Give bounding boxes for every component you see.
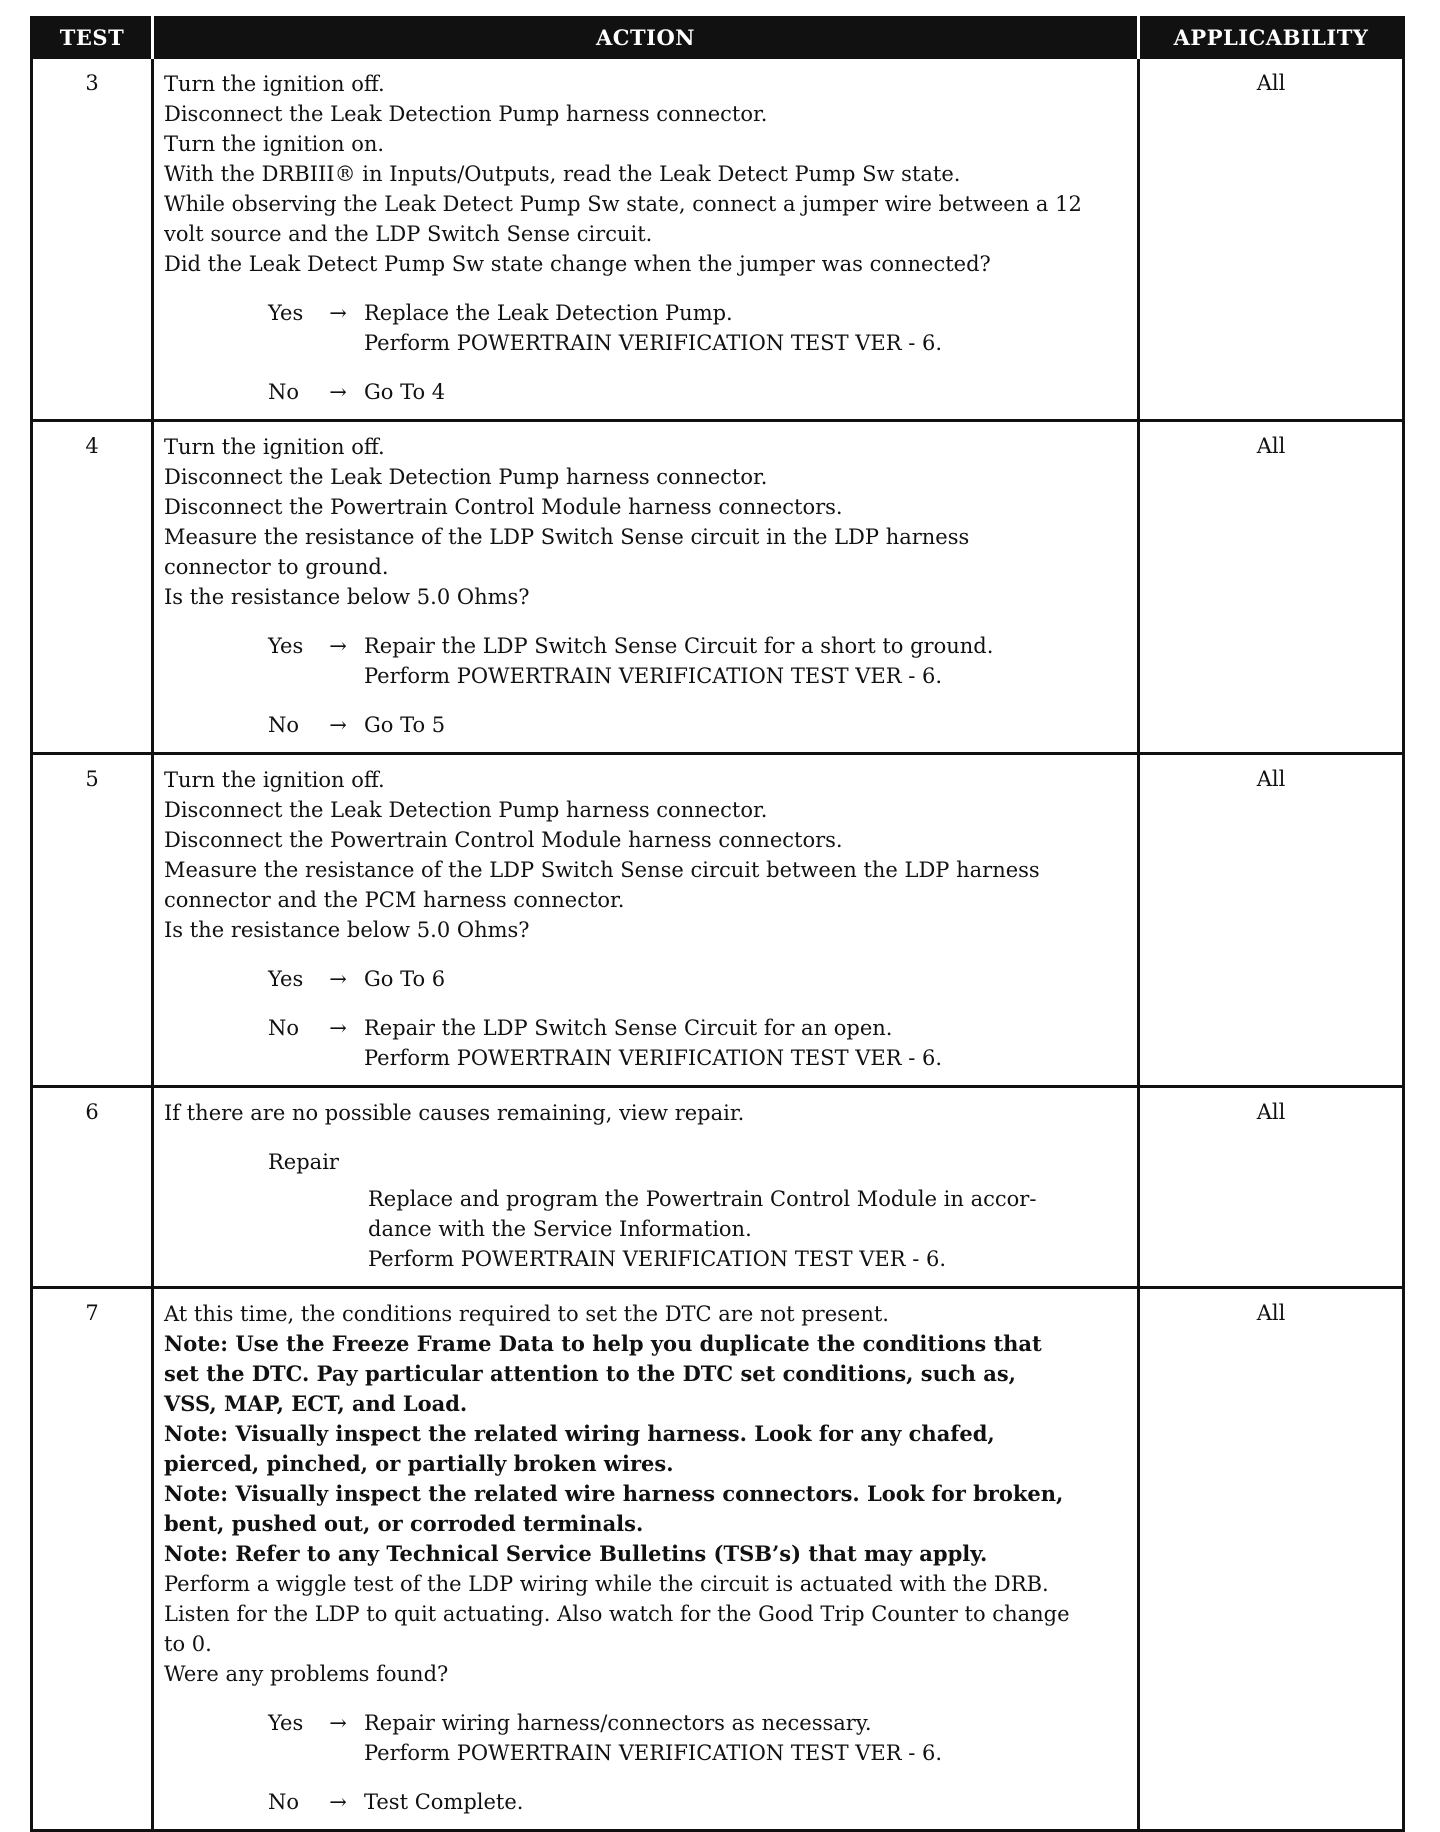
test-number: 4 <box>32 421 153 754</box>
note-line: Note: Refer to any Technical Service Bulletins (TSB’s) that may apply. <box>164 1541 988 1566</box>
note-line: Note: Visually inspect the related wire harness connectors. Look for broken, <box>164 1481 1064 1506</box>
action-cell <box>153 754 1139 1087</box>
instruction-line: Disconnect the Leak Detection Pump harness connector. <box>164 465 768 489</box>
response-line: Go To 6 <box>364 967 446 991</box>
repair-line: dance with the Service Information. <box>368 1217 752 1241</box>
test-number: 5 <box>32 754 153 1087</box>
response-line: Test Complete. <box>364 1790 524 1814</box>
response-line: Go To 4 <box>364 380 446 404</box>
header-action: ACTION <box>153 18 1139 58</box>
response-yes <box>268 631 1127 691</box>
instruction-line: Disconnect the Powertrain Control Module harness connectors. <box>164 828 843 852</box>
instruction-line: Did the Leak Detect Pump Sw state change when the jumper was connected? <box>164 252 991 276</box>
repair-body <box>368 1184 1127 1274</box>
arrow-icon: → <box>329 1790 347 1814</box>
response-no <box>268 710 1127 740</box>
response-label: Yes <box>268 634 304 658</box>
repair-line: Replace and program the Powertrain Control Module in accor- <box>368 1187 1037 1211</box>
response-line: Perform POWERTRAIN VERIFICATION TEST VER - 6. <box>364 331 943 355</box>
instruction-line: volt source and the LDP Switch Sense circuit. <box>164 222 653 246</box>
response-line: Perform POWERTRAIN VERIFICATION TEST VER - 6. <box>364 1046 943 1070</box>
test-number: 7 <box>32 1288 153 1831</box>
response-text <box>364 1787 1127 1817</box>
action-cell <box>153 1288 1139 1831</box>
instruction-line: Turn the ignition on. <box>164 132 385 156</box>
response-no <box>268 1013 1127 1073</box>
response-no <box>268 1787 1127 1817</box>
instruction-line: Is the resistance below 5.0 Ohms? <box>164 585 530 609</box>
response-text <box>364 964 1127 994</box>
arrow-icon: → <box>329 713 347 737</box>
instruction-line: to 0. <box>164 1632 212 1656</box>
table-body <box>32 58 1404 1831</box>
response-line: Perform POWERTRAIN VERIFICATION TEST VER - 6. <box>364 664 943 688</box>
instruction-line: connector and the PCM harness connector. <box>164 888 625 912</box>
table-header <box>32 18 1404 58</box>
instruction-line: Listen for the LDP to quit actuating. Also watch for the Good Trip Counter to change <box>164 1602 1070 1626</box>
response-label: Yes <box>268 1711 304 1735</box>
applicability-value: All <box>1139 58 1404 421</box>
note-line: Note: Use the Freeze Frame Data to help you duplicate the conditions that <box>164 1331 1042 1356</box>
response-yes <box>268 964 1127 994</box>
note-line: VSS, MAP, ECT, and Load. <box>164 1391 468 1416</box>
applicability-value: All <box>1139 1087 1404 1288</box>
response-line: Replace the Leak Detection Pump. <box>364 301 733 325</box>
arrow-icon: → <box>329 1711 347 1735</box>
instruction-line: With the DRBIII® in Inputs/Outputs, read the Leak Detect Pump Sw state. <box>164 162 961 186</box>
response-line: Go To 5 <box>364 713 446 737</box>
table-row <box>32 1288 1404 1831</box>
response-yes <box>268 1708 1127 1768</box>
response-label: No <box>268 1016 300 1040</box>
applicability-value: All <box>1139 1288 1404 1831</box>
response-yes <box>268 298 1127 358</box>
arrow-icon: → <box>329 301 347 325</box>
arrow-icon: → <box>329 634 347 658</box>
instruction-line: Measure the resistance of the LDP Switch Sense circuit between the LDP harness <box>164 858 1040 882</box>
instruction-line: Is the resistance below 5.0 Ohms? <box>164 918 530 942</box>
note-line: bent, pushed out, or corroded terminals. <box>164 1511 644 1536</box>
response-label: Yes <box>268 967 304 991</box>
note-line: pierced, pinched, or partially broken wires. <box>164 1451 674 1476</box>
note-line: set the DTC. Pay particular attention to the DTC set conditions, such as, <box>164 1361 1016 1386</box>
instruction-line: At this time, the conditions required to set the DTC are not present. <box>164 1302 889 1326</box>
response-no <box>268 377 1127 407</box>
instruction-line: Turn the ignition off. <box>164 72 385 96</box>
repair-section <box>268 1147 1127 1274</box>
response-label: Yes <box>268 301 304 325</box>
response-line: Repair wiring harness/connectors as necessary. <box>364 1711 872 1735</box>
instruction-line: Were any problems found? <box>164 1662 449 1686</box>
response-line: Repair the LDP Switch Sense Circuit for a short to ground. <box>364 634 994 658</box>
instruction-line: If there are no possible causes remaining, view repair. <box>164 1101 745 1125</box>
response-label: No <box>268 1790 300 1814</box>
header-test: TEST <box>32 18 153 58</box>
response-line: Repair the LDP Switch Sense Circuit for an open. <box>364 1016 893 1040</box>
response-text <box>364 377 1127 407</box>
response-text <box>364 1013 1127 1073</box>
instruction-line: connector to ground. <box>164 555 389 579</box>
action-cell <box>153 58 1139 421</box>
response-text <box>364 298 1127 358</box>
instruction-line: Disconnect the Leak Detection Pump harness connector. <box>164 102 768 126</box>
header-applicability: APPLICABILITY <box>1139 18 1404 58</box>
response-line: Perform POWERTRAIN VERIFICATION TEST VER - 6. <box>364 1741 943 1765</box>
instruction-line: While observing the Leak Detect Pump Sw state, connect a jumper wire between a 12 <box>164 192 1082 216</box>
table-row <box>32 421 1404 754</box>
repair-line: Perform POWERTRAIN VERIFICATION TEST VER - 6. <box>368 1247 947 1271</box>
instruction-line: Disconnect the Leak Detection Pump harness connector. <box>164 798 768 822</box>
response-text <box>364 631 1127 691</box>
instruction-line: Turn the ignition off. <box>164 768 385 792</box>
instruction-line: Perform a wiggle test of the LDP wiring while the circuit is actuated with the DRB. <box>164 1572 1049 1596</box>
arrow-icon: → <box>329 380 347 404</box>
diagnostic-test-table <box>30 16 1405 1832</box>
instruction-line: Disconnect the Powertrain Control Module harness connectors. <box>164 495 843 519</box>
note-line: Note: Visually inspect the related wiring harness. Look for any chafed, <box>164 1421 995 1446</box>
diagnostic-test-table-sheet <box>30 16 1402 1832</box>
table-row <box>32 58 1404 421</box>
test-number: 3 <box>32 58 153 421</box>
applicability-value: All <box>1139 754 1404 1087</box>
table-row <box>32 1087 1404 1288</box>
repair-label: Repair <box>268 1150 339 1174</box>
header-row <box>32 18 1404 58</box>
response-label: No <box>268 380 300 404</box>
instruction-line: Turn the ignition off. <box>164 435 385 459</box>
applicability-value: All <box>1139 421 1404 754</box>
instruction-line: Measure the resistance of the LDP Switch Sense circuit in the LDP harness <box>164 525 970 549</box>
action-cell <box>153 1087 1139 1288</box>
response-text <box>364 710 1127 740</box>
response-text <box>364 1708 1127 1768</box>
arrow-icon: → <box>329 967 347 991</box>
table-row <box>32 754 1404 1087</box>
arrow-icon: → <box>329 1016 347 1040</box>
action-cell <box>153 421 1139 754</box>
response-label: No <box>268 713 300 737</box>
test-number: 6 <box>32 1087 153 1288</box>
